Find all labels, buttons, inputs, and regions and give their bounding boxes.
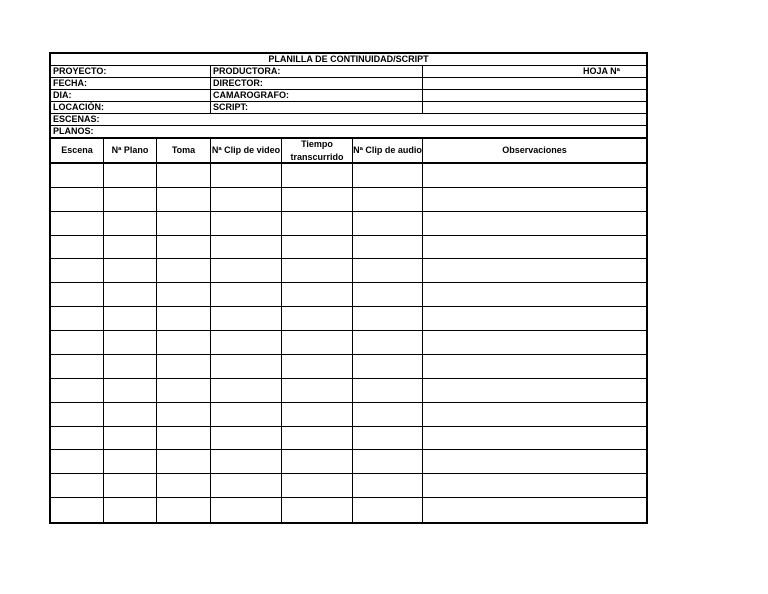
info-row-fecha (51, 78, 646, 90)
table-cell[interactable] (210, 188, 281, 211)
table-row (51, 498, 646, 522)
col-header-toma: Toma (156, 139, 210, 162)
table-row (51, 259, 646, 283)
table-cell[interactable] (281, 331, 352, 354)
table-cell[interactable] (51, 236, 103, 259)
table-cell[interactable] (281, 259, 352, 282)
table-cell[interactable] (156, 379, 210, 402)
table-cell[interactable] (281, 236, 352, 259)
table-cell[interactable] (103, 236, 156, 259)
col-header-tiempo: Tiempo transcurrido (281, 139, 352, 162)
col-header-clip-video: Nª Clip de video (210, 139, 281, 162)
table-cell[interactable] (103, 355, 156, 378)
col-header-clip-audio: Nª Clip de audio (352, 139, 422, 162)
info-row-escenas (51, 114, 646, 126)
table-cell[interactable] (210, 164, 281, 187)
table-cell[interactable] (281, 498, 352, 522)
table-cell[interactable] (103, 331, 156, 354)
table-cell[interactable] (352, 212, 422, 235)
col-header-observaciones: Observaciones (422, 139, 646, 162)
table-cell[interactable] (156, 498, 210, 522)
table-cell[interactable] (210, 450, 281, 473)
table-row (51, 331, 646, 355)
table-cell[interactable] (210, 355, 281, 378)
table-cell[interactable] (352, 331, 422, 354)
table-cell[interactable] (281, 307, 352, 330)
table-cell[interactable] (156, 236, 210, 259)
table-row (51, 403, 646, 427)
table-row (51, 450, 646, 474)
info-row-locacion (51, 102, 646, 114)
table-cell[interactable] (156, 188, 210, 211)
table-cell[interactable] (210, 379, 281, 402)
table-cell[interactable] (281, 188, 352, 211)
table-cell[interactable] (352, 164, 422, 187)
table-cell[interactable] (51, 427, 103, 450)
table-cell[interactable] (156, 403, 210, 426)
table-cell[interactable] (422, 331, 646, 354)
table-cell[interactable] (352, 403, 422, 426)
table-cell[interactable] (103, 498, 156, 522)
fecha-label: FECHA: (53, 78, 87, 88)
table-cell[interactable] (352, 259, 422, 282)
table-cell[interactable] (422, 236, 646, 259)
table-cell[interactable] (51, 307, 103, 330)
column-header-row (51, 139, 646, 164)
table-cell[interactable] (352, 307, 422, 330)
table-cell[interactable] (51, 188, 103, 211)
table-cell[interactable] (51, 212, 103, 235)
table-row (51, 379, 646, 403)
table-cell[interactable] (51, 379, 103, 402)
locacion-label: LOCACIÓN: (53, 102, 104, 112)
table-cell[interactable] (103, 474, 156, 497)
table-cell[interactable] (156, 307, 210, 330)
table-cell[interactable] (352, 474, 422, 497)
table-cell[interactable] (51, 498, 103, 522)
table-cell[interactable] (422, 307, 646, 330)
table-cell[interactable] (156, 331, 210, 354)
table-cell[interactable] (422, 403, 646, 426)
info-blank-cell (422, 90, 646, 101)
planos-label: PLANOS: (53, 126, 94, 136)
col-header-escena: Escena (61, 145, 93, 155)
table-row (51, 236, 646, 260)
table-row (51, 427, 646, 451)
table-cell[interactable] (352, 188, 422, 211)
table-cell[interactable] (352, 236, 422, 259)
table-cell[interactable] (422, 498, 646, 522)
productora-label: PRODUCTORA: (210, 66, 422, 77)
table-cell[interactable] (156, 164, 210, 187)
script-label: SCRIPT: (210, 102, 422, 113)
table-cell[interactable] (51, 474, 103, 497)
table-cell[interactable] (281, 212, 352, 235)
table-cell[interactable] (281, 355, 352, 378)
sheet-title: PLANILLA DE CONTINUIDAD/SCRIPT (268, 54, 429, 64)
table-cell[interactable] (210, 498, 281, 522)
table-cell[interactable] (51, 450, 103, 473)
table-cell[interactable] (422, 188, 646, 211)
table-cell[interactable] (103, 427, 156, 450)
table-row (51, 355, 646, 379)
table-cell[interactable] (352, 379, 422, 402)
table-cell[interactable] (156, 283, 210, 306)
table-cell[interactable] (422, 283, 646, 306)
table-cell[interactable] (51, 283, 103, 306)
table-cell[interactable] (210, 474, 281, 497)
table-cell[interactable] (103, 403, 156, 426)
table-cell[interactable] (352, 427, 422, 450)
table-cell[interactable] (281, 403, 352, 426)
table-cell[interactable] (422, 212, 646, 235)
table-cell[interactable] (210, 427, 281, 450)
table-cell[interactable] (352, 450, 422, 473)
table-cell[interactable] (210, 307, 281, 330)
info-row-planos (51, 126, 646, 139)
table-cell[interactable] (281, 283, 352, 306)
info-blank-cell (422, 78, 646, 89)
dia-label: DIA: (53, 90, 72, 100)
table-cell[interactable] (281, 427, 352, 450)
table-row (51, 283, 646, 307)
table-cell[interactable] (103, 188, 156, 211)
table-cell[interactable] (156, 212, 210, 235)
table-cell[interactable] (281, 379, 352, 402)
title-row (51, 54, 646, 66)
info-row-dia (51, 90, 646, 102)
director-label: DIRECTOR: (210, 78, 422, 89)
table-cell[interactable] (51, 259, 103, 282)
table-cell[interactable] (210, 212, 281, 235)
table-cell[interactable] (51, 331, 103, 354)
table-cell[interactable] (352, 498, 422, 522)
table-cell[interactable] (51, 164, 103, 187)
table-cell[interactable] (422, 259, 646, 282)
hoja-label: HOJA Nª (422, 66, 646, 77)
table-cell[interactable] (156, 450, 210, 473)
table-cell[interactable] (103, 259, 156, 282)
info-blank-cell (422, 102, 646, 113)
table-cell[interactable] (210, 403, 281, 426)
table-cell[interactable] (210, 283, 281, 306)
table-cell[interactable] (156, 259, 210, 282)
table-cell[interactable] (103, 283, 156, 306)
table-cell[interactable] (156, 427, 210, 450)
table-cell[interactable] (156, 474, 210, 497)
proyecto-label: PROYECTO: (53, 66, 107, 76)
col-header-plano: Nª Plano (103, 139, 156, 162)
table-cell[interactable] (103, 307, 156, 330)
table-cell[interactable] (281, 450, 352, 473)
table-cell[interactable] (352, 355, 422, 378)
table-cell[interactable] (51, 355, 103, 378)
continuity-sheet (49, 52, 648, 524)
table-row (51, 188, 646, 212)
table-cell[interactable] (210, 236, 281, 259)
table-cell[interactable] (281, 164, 352, 187)
table-row (51, 164, 646, 188)
table-cell[interactable] (422, 474, 646, 497)
table-cell[interactable] (422, 450, 646, 473)
table-cell[interactable] (422, 379, 646, 402)
table-cell[interactable] (210, 331, 281, 354)
table-cell[interactable] (103, 164, 156, 187)
table-cell[interactable] (281, 474, 352, 497)
table-cell[interactable] (156, 355, 210, 378)
info-row-proyecto (51, 66, 646, 78)
table-cell[interactable] (103, 379, 156, 402)
table-cell[interactable] (51, 403, 103, 426)
table-row (51, 212, 646, 236)
table-row (51, 474, 646, 498)
table-cell[interactable] (422, 164, 646, 187)
table-cell[interactable] (103, 450, 156, 473)
table-cell[interactable] (422, 427, 646, 450)
table-cell[interactable] (422, 355, 646, 378)
table-cell[interactable] (352, 283, 422, 306)
escenas-label: ESCENAS: (53, 114, 100, 124)
table-cell[interactable] (210, 259, 281, 282)
table-row (51, 307, 646, 331)
table-cell[interactable] (103, 212, 156, 235)
camarografo-label: CAMAROGRAFO: (210, 90, 422, 101)
